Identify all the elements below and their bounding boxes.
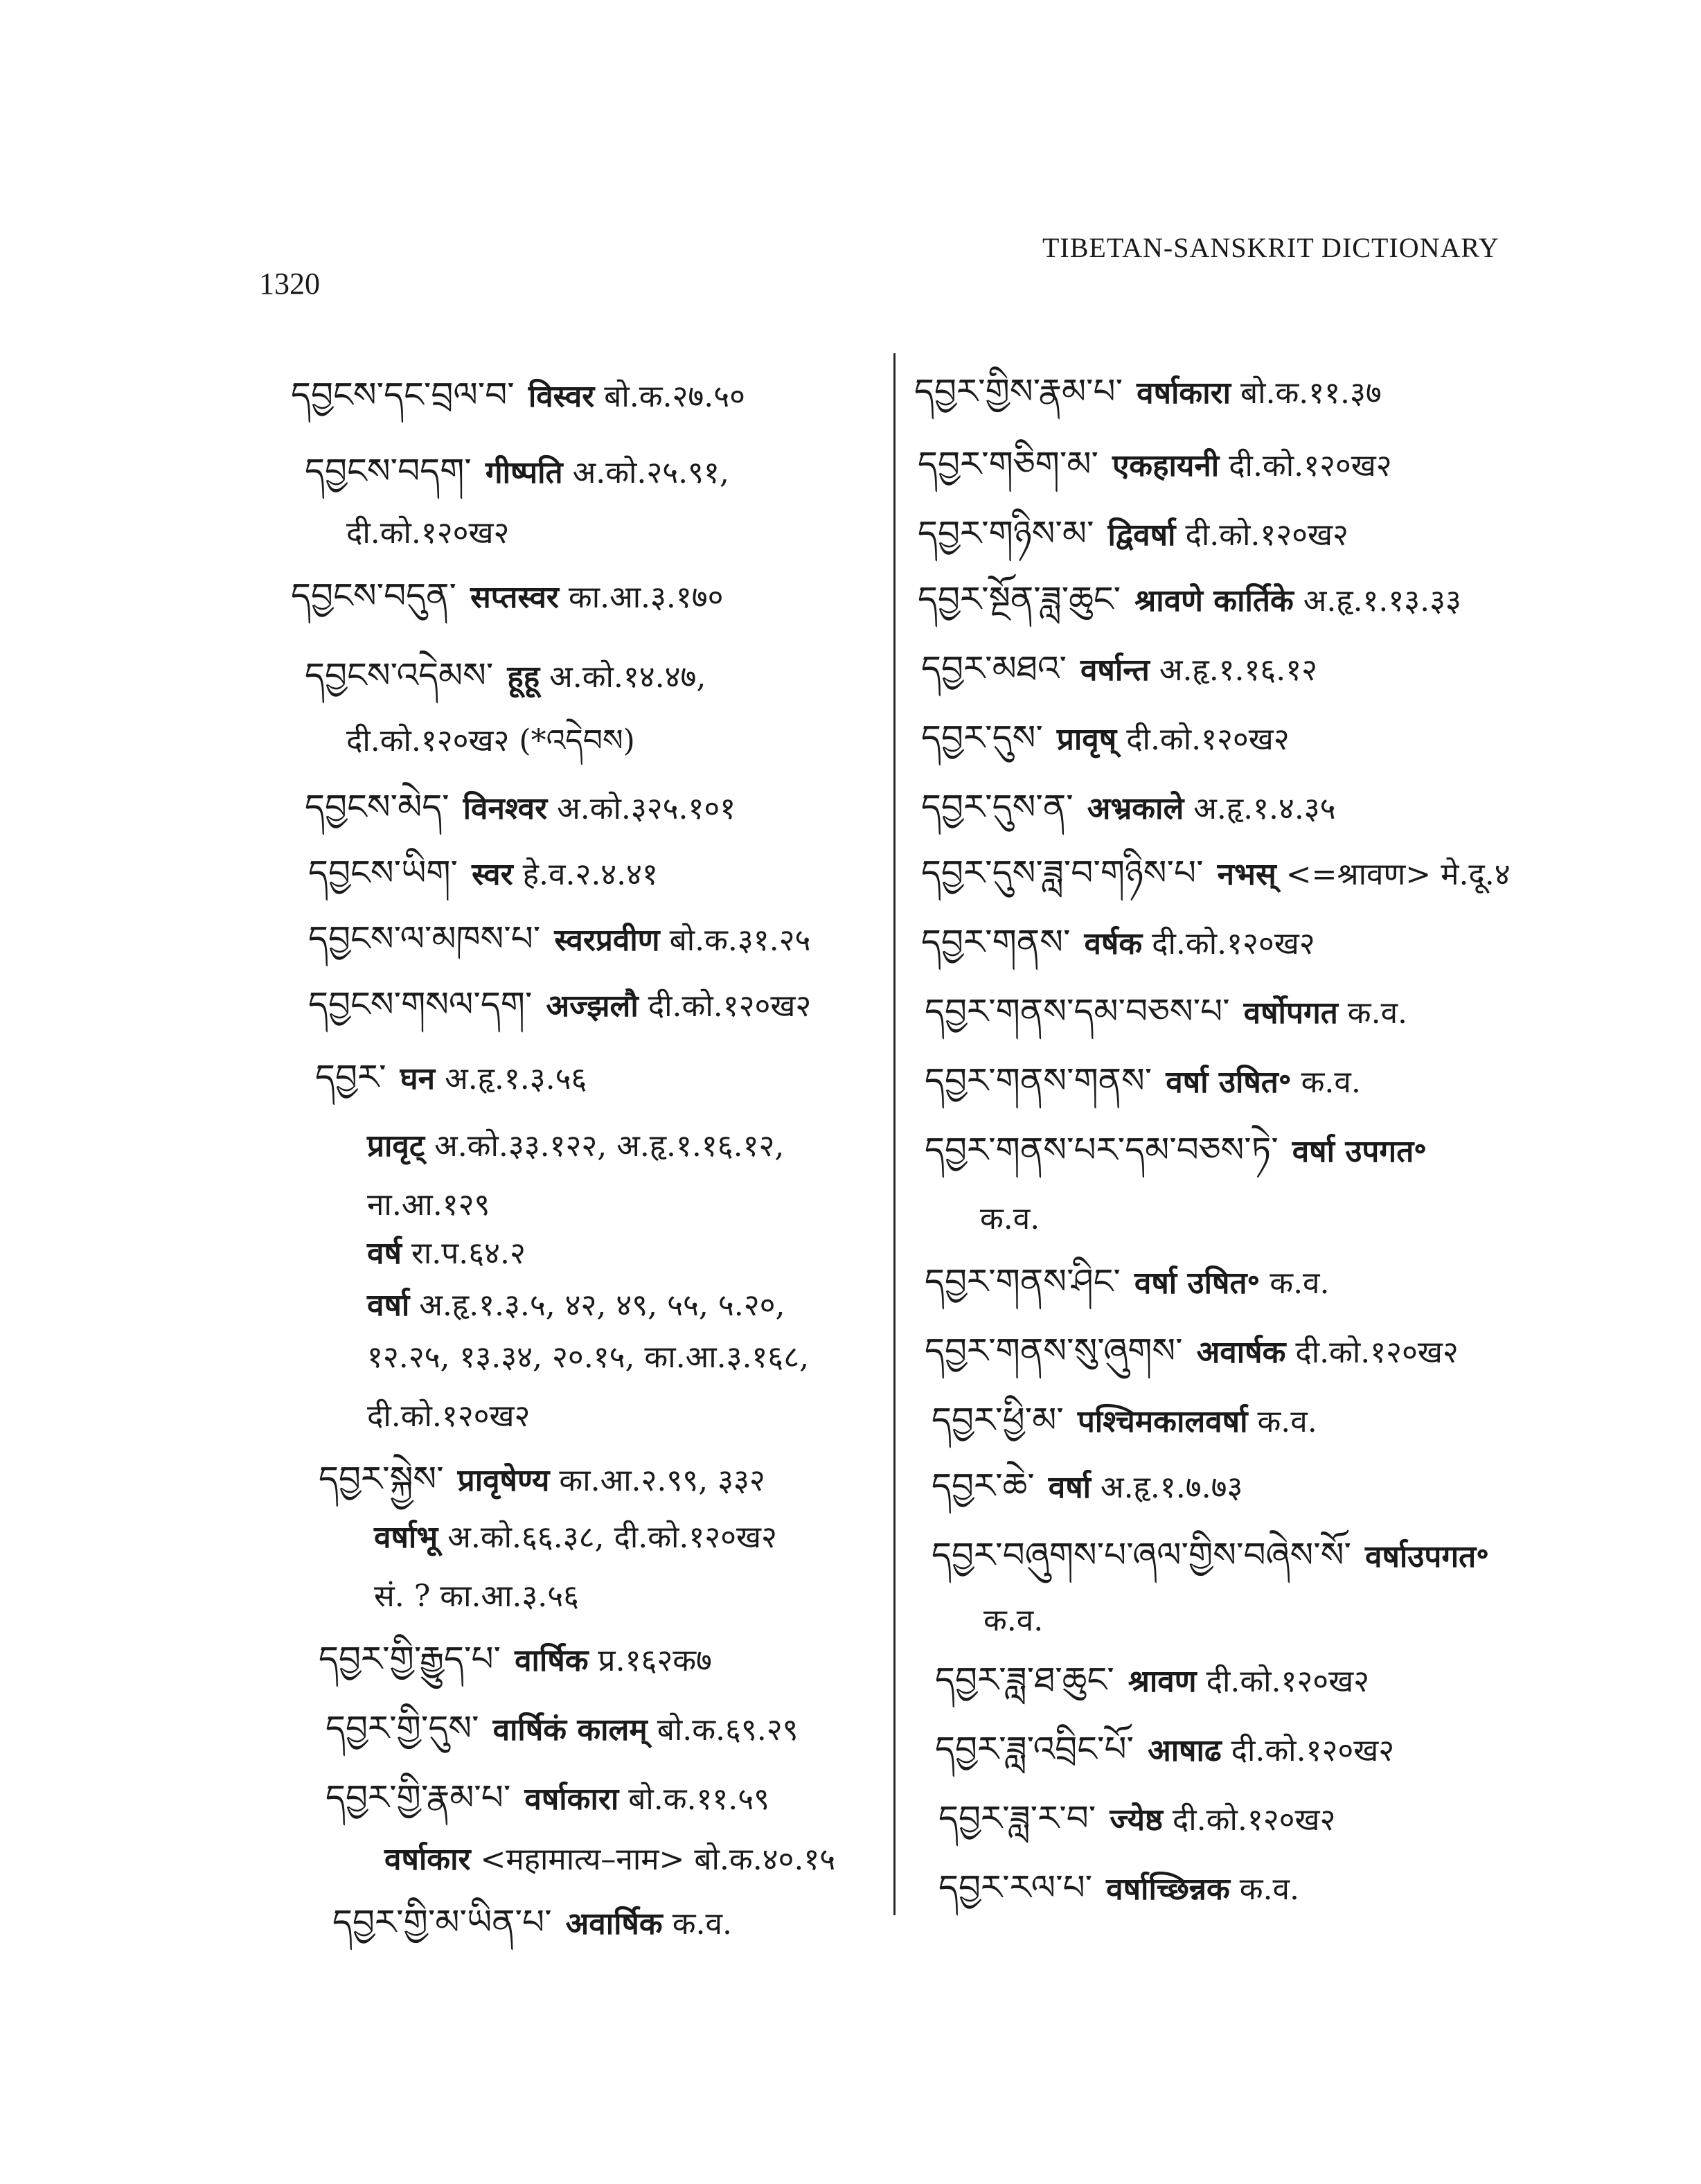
dictionary-entry bbox=[980, 1198, 1040, 1240]
source-reference: दी.को.१२०ख२ bbox=[1295, 1335, 1459, 1370]
source-reference: <=श्रावण> मे.दू.४ bbox=[1285, 857, 1511, 892]
dictionary-entry bbox=[367, 1184, 490, 1226]
sanskrit-equivalent: वर्षा उषित॰ bbox=[1134, 1266, 1261, 1301]
dictionary-entry bbox=[925, 991, 1407, 1034]
source-reference: दी.को.१२०ख२ bbox=[1126, 722, 1290, 757]
sanskrit-equivalent: पश्चिमकालवर्षा bbox=[1077, 1404, 1248, 1439]
source-reference: अ.को.३२५.१०१ bbox=[557, 791, 736, 826]
tibetan-headword: དབྱར་གྱི་རྣམ་པ་ bbox=[326, 1777, 511, 1818]
tibetan-headword: དབྱར་གནས་སུ་ཞུགས་ bbox=[925, 1331, 1183, 1371]
source-reference: अ.हृ.१.१६.१२ bbox=[1159, 652, 1318, 688]
source-reference: अ.को.३३.१२२, अ.हृ.१.१६.१२, bbox=[434, 1128, 785, 1164]
sanskrit-equivalent: वर्ष bbox=[367, 1236, 402, 1271]
tibetan-headword: དབྱངས་ལ་མཁས་པ་ bbox=[308, 918, 541, 959]
source-reference: रा.प.६४.२ bbox=[411, 1236, 526, 1271]
sanskrit-equivalent: वर्षाउपगत॰ bbox=[1365, 1539, 1489, 1574]
dictionary-entry bbox=[308, 852, 658, 896]
dictionary-entry bbox=[925, 1129, 1436, 1173]
sanskrit-equivalent: प्रावृट् bbox=[367, 1128, 425, 1164]
tibetan-headword: དབྱར་གྱིས་རྣམ་པ་ bbox=[914, 371, 1123, 411]
sanskrit-equivalent: घन bbox=[400, 1061, 436, 1097]
source-reference: दी.को.१२०ख२ bbox=[346, 515, 510, 551]
source-reference: क.व. bbox=[1257, 1404, 1317, 1439]
source-reference: क.व. bbox=[1270, 1266, 1330, 1301]
tibetan-headword: དབྱར་མཐའ་ bbox=[921, 648, 1067, 689]
dictionary-entry bbox=[346, 720, 635, 762]
dictionary-entry bbox=[291, 374, 745, 418]
dictionary-entry bbox=[319, 1638, 712, 1682]
sanskrit-equivalent: वर्षाकार bbox=[384, 1842, 471, 1877]
dictionary-entry bbox=[367, 1126, 784, 1167]
dictionary-entry bbox=[326, 1707, 799, 1751]
column-divider bbox=[893, 353, 896, 1915]
source-reference: दी.को.१२०ख२ bbox=[1152, 926, 1315, 961]
sanskrit-equivalent: वर्षाकारा bbox=[524, 1782, 619, 1817]
sanskrit-equivalent: विस्वर bbox=[528, 379, 595, 414]
source-reference: अ.हृ.१.१३.३३ bbox=[1303, 583, 1461, 619]
source-reference: बो.क.११.३७ bbox=[1240, 375, 1382, 411]
source-reference: सं. ? का.आ.३.५६ bbox=[374, 1579, 580, 1614]
source-reference: अ.को.६६.३८, दी.को.१२०ख२ bbox=[447, 1520, 777, 1555]
sanskrit-equivalent: वर्षा उषित॰ bbox=[1166, 1065, 1292, 1100]
dictionary-entry bbox=[925, 1261, 1330, 1304]
source-reference: बो.क.११.५९ bbox=[628, 1782, 770, 1817]
source-reference: क.व. bbox=[1239, 1872, 1299, 1907]
tibetan-headword: དབྱར་དུས་ཟླ་བ་གཉིས་པ་ bbox=[921, 853, 1204, 893]
source-reference: क.व. bbox=[1347, 995, 1408, 1031]
sanskrit-equivalent: द्विवर्षा bbox=[1107, 517, 1176, 553]
source-reference: दी.को.१२०ख२ bbox=[1185, 517, 1348, 553]
running-head: TIBETAN-SANSKRIT DICTIONARY bbox=[1042, 232, 1499, 263]
source-reference: बो.क.३१.२५ bbox=[669, 923, 811, 958]
source-reference: दी.को.१२०ख२ bbox=[367, 1399, 531, 1434]
tibetan-headword: དབྱར་གནས་ཤིང་ bbox=[925, 1261, 1121, 1302]
source-reference: क.व. bbox=[1301, 1065, 1361, 1100]
dictionary-entry bbox=[315, 1056, 587, 1100]
dictionary-entry bbox=[932, 1399, 1317, 1443]
dictionary-entry bbox=[305, 450, 729, 494]
source-reference: का.आ.२.९९, ३३२ bbox=[559, 1463, 765, 1498]
dictionary-entry bbox=[921, 921, 1315, 965]
dictionary-entry bbox=[921, 717, 1290, 761]
dictionary-entry bbox=[384, 1839, 835, 1881]
tibetan-headword: དབྱར་གནས་ bbox=[921, 922, 1071, 962]
tibetan-headword: དབྱར་ bbox=[315, 1057, 386, 1097]
tibetan-headword: དབྱར་གྱི་རྒྱུད་པ་ bbox=[319, 1639, 501, 1679]
source-reference: का.आ.३.१७० bbox=[568, 580, 724, 615]
dictionary-entry bbox=[925, 1330, 1459, 1374]
dictionary-entry bbox=[332, 1901, 732, 1945]
tibetan-headword: དབྱར་བཞུགས་པ་ཞལ་གྱིས་བཞེས་སོ་ bbox=[932, 1535, 1351, 1575]
tibetan-headword: དབྱངས་བདག་ bbox=[305, 451, 472, 491]
tibetan-headword: དབྱངས་གསལ་དག་ bbox=[308, 984, 533, 1024]
tibetan-headword: དབྱངས་མེད་ bbox=[305, 787, 449, 827]
dictionary-entry bbox=[938, 1867, 1299, 1910]
tibetan-headword: དབྱར་གནས་དམ་བཅས་པ་ bbox=[925, 991, 1230, 1031]
sanskrit-equivalent: वर्षा उपगत॰ bbox=[1292, 1134, 1427, 1169]
dictionary-entry bbox=[925, 1060, 1361, 1103]
tibetan-headword: དབྱངས་བདུན་ bbox=[291, 576, 456, 616]
source-reference: दी.को.१२०ख२ bbox=[1172, 1802, 1336, 1838]
tibetan-headword: དབྱངས་འདེམས་ bbox=[305, 655, 494, 695]
source-reference: अ.हृ.१.३.५६ bbox=[445, 1061, 587, 1097]
dictionary-entry bbox=[921, 648, 1317, 691]
sanskrit-equivalent: विनश्वर bbox=[463, 791, 548, 826]
source-reference: क.व. bbox=[983, 1603, 1044, 1638]
source-reference: दी.को.१२०ख२ (*འདེབས) bbox=[346, 723, 635, 758]
sanskrit-equivalent: ज्येष्ठ bbox=[1110, 1802, 1163, 1838]
tibetan-headword: དབྱར་སྐྱེས་ bbox=[319, 1459, 444, 1499]
sanskrit-equivalent: आषाढ bbox=[1148, 1733, 1222, 1768]
dictionary-entry bbox=[918, 513, 1348, 556]
page-number: 1320 bbox=[259, 267, 320, 301]
sanskrit-equivalent: नभस् bbox=[1217, 857, 1276, 892]
source-reference: दी.को.१२०ख२ bbox=[648, 988, 812, 1024]
sanskrit-equivalent: श्रावणे कार्तिके bbox=[1134, 583, 1294, 619]
dictionary-entry bbox=[305, 655, 706, 698]
sanskrit-equivalent: हूहू bbox=[507, 659, 540, 695]
dictionary-entry bbox=[308, 984, 811, 1027]
sanskrit-equivalent: वर्षाच्छिन्नक bbox=[1106, 1872, 1230, 1907]
dictionary-entry bbox=[367, 1337, 809, 1378]
source-reference: क.व. bbox=[980, 1201, 1040, 1236]
tibetan-headword: དབྱར་ཆེ་ bbox=[932, 1466, 1035, 1506]
source-reference: १२.२५, १३.३४, २०.१५, का.आ.३.१६८, bbox=[367, 1340, 810, 1375]
dictionary-entry bbox=[346, 513, 509, 554]
source-reference: दी.को.१२०ख२ bbox=[1231, 1733, 1395, 1768]
sanskrit-equivalent: वर्षोपगत bbox=[1243, 995, 1338, 1031]
dictionary-entry bbox=[918, 443, 1392, 487]
dictionary-entry bbox=[932, 1534, 1499, 1578]
dictionary-entry bbox=[319, 1458, 765, 1502]
sanskrit-equivalent: अवार्षक bbox=[1196, 1335, 1286, 1370]
dictionary-entry bbox=[983, 1600, 1043, 1642]
dictionary-entry bbox=[921, 852, 1511, 896]
tibetan-headword: དབྱར་གྱི་དུས་ bbox=[326, 1708, 479, 1748]
tibetan-headword: དབྱར་དུས་ bbox=[921, 718, 1043, 758]
source-reference: अ.को.१४.४७, bbox=[549, 659, 706, 695]
dictionary-entry bbox=[367, 1233, 526, 1275]
sanskrit-equivalent: वर्षाभू bbox=[374, 1520, 438, 1555]
sanskrit-equivalent: श्रावण bbox=[1128, 1664, 1197, 1699]
tibetan-headword: དབྱར་གནས་པར་དམ་བཅས་ཏེ་ bbox=[925, 1130, 1279, 1170]
dictionary-entry bbox=[918, 578, 1461, 622]
source-reference: अ.हृ.१.४.३५ bbox=[1193, 791, 1336, 826]
tibetan-headword: དབྱར་གཅིག་མ་ bbox=[918, 444, 1098, 484]
tibetan-headword: དབྱར་གནས་གནས་ bbox=[925, 1060, 1152, 1101]
dictionary-entry bbox=[367, 1285, 785, 1326]
tibetan-headword: དབྱར་དུས་ན་ bbox=[921, 787, 1074, 827]
sanskrit-equivalent: स्वरप्रवीण bbox=[554, 923, 660, 958]
source-reference: अ.हृ.१.७.७३ bbox=[1101, 1470, 1243, 1505]
sanskrit-equivalent: वर्षाकारा bbox=[1137, 375, 1231, 411]
tibetan-headword: དབྱར་ཟླ་ར་བ་ bbox=[938, 1798, 1096, 1838]
tibetan-headword: དབྱར་ཟླ་ཐ་ཆུང་ bbox=[935, 1660, 1114, 1700]
tibetan-headword: དབྱངས་ཡིག་ bbox=[308, 853, 458, 893]
source-reference: प्र.१६२क७ bbox=[598, 1643, 712, 1678]
source-reference: बो.क.२७.५० bbox=[604, 379, 746, 414]
sanskrit-equivalent: वर्षा bbox=[1048, 1470, 1092, 1505]
sanskrit-equivalent: एकहायनी bbox=[1112, 448, 1220, 483]
dictionary-entry bbox=[932, 1465, 1243, 1509]
dictionary-entry bbox=[935, 1659, 1369, 1703]
source-reference: हे.व.२.४.४१ bbox=[522, 857, 658, 892]
sanskrit-equivalent: वर्षक bbox=[1084, 926, 1143, 961]
tibetan-headword: དབྱར་རལ་པ་ bbox=[938, 1867, 1093, 1908]
dictionary-entry bbox=[935, 1728, 1394, 1772]
dictionary-entry bbox=[326, 1777, 769, 1820]
tibetan-headword: དབྱར་གྱི་མ་ཡིན་པ་ bbox=[332, 1902, 552, 1942]
dictionary-entry bbox=[367, 1396, 530, 1437]
tibetan-headword: དབྱར་སྔོན་ཟླ་ཆུང་ bbox=[918, 579, 1121, 619]
tibetan-headword: དབྱར་གཉིས་མ་ bbox=[918, 513, 1094, 553]
tibetan-headword: དབྱར་ཟླ་འབྲིང་པོ་ bbox=[935, 1729, 1134, 1769]
source-reference: ना.आ.१२९ bbox=[367, 1187, 490, 1223]
source-reference: दी.को.१२०ख२ bbox=[1206, 1664, 1370, 1699]
dictionary-entry bbox=[308, 918, 810, 961]
sanskrit-equivalent: वार्षिक bbox=[515, 1643, 589, 1678]
source-reference: <महामात्य–नाम> बो.क.४०.१५ bbox=[480, 1842, 836, 1877]
dictionary-entry bbox=[938, 1797, 1335, 1841]
source-reference: क.व. bbox=[672, 1906, 732, 1942]
dictionary-entry bbox=[921, 786, 1336, 830]
sanskrit-equivalent: अवार्षिक bbox=[565, 1906, 663, 1942]
source-reference: बो.क.६९.२९ bbox=[657, 1712, 799, 1748]
sanskrit-equivalent: स्वर bbox=[472, 857, 513, 892]
dictionary-entry bbox=[374, 1576, 579, 1617]
sanskrit-equivalent: गीष्पति bbox=[485, 455, 563, 490]
sanskrit-equivalent: प्रावृषेण्य bbox=[457, 1463, 550, 1498]
source-reference: अ.को.२५.९१, bbox=[572, 455, 729, 490]
dictionary-entry bbox=[374, 1517, 777, 1559]
sanskrit-equivalent: वार्षिकं कालम् bbox=[492, 1712, 648, 1748]
tibetan-headword: དབྱར་ཕྱི་མ་ bbox=[932, 1400, 1064, 1440]
dictionary-entry bbox=[914, 371, 1382, 414]
sanskrit-equivalent: प्रावृष् bbox=[1056, 722, 1117, 757]
dictionary-entry bbox=[291, 575, 724, 619]
source-reference: अ.हृ.१.३.५, ४२, ४९, ५५, ५.२०, bbox=[419, 1288, 785, 1323]
dictionary-entry bbox=[305, 786, 736, 830]
sanskrit-equivalent: अज्झलौ bbox=[546, 988, 639, 1024]
sanskrit-equivalent: अभ्रकाले bbox=[1087, 791, 1184, 826]
source-reference: दी.को.१२०ख२ bbox=[1229, 448, 1392, 483]
tibetan-headword: དབྱངས་དང་བྲལ་བ་ bbox=[291, 375, 515, 415]
sanskrit-equivalent: वर्षा bbox=[367, 1288, 410, 1323]
sanskrit-equivalent: सप्तस्वर bbox=[470, 580, 559, 615]
sanskrit-equivalent: वर्षान्त bbox=[1080, 652, 1150, 688]
